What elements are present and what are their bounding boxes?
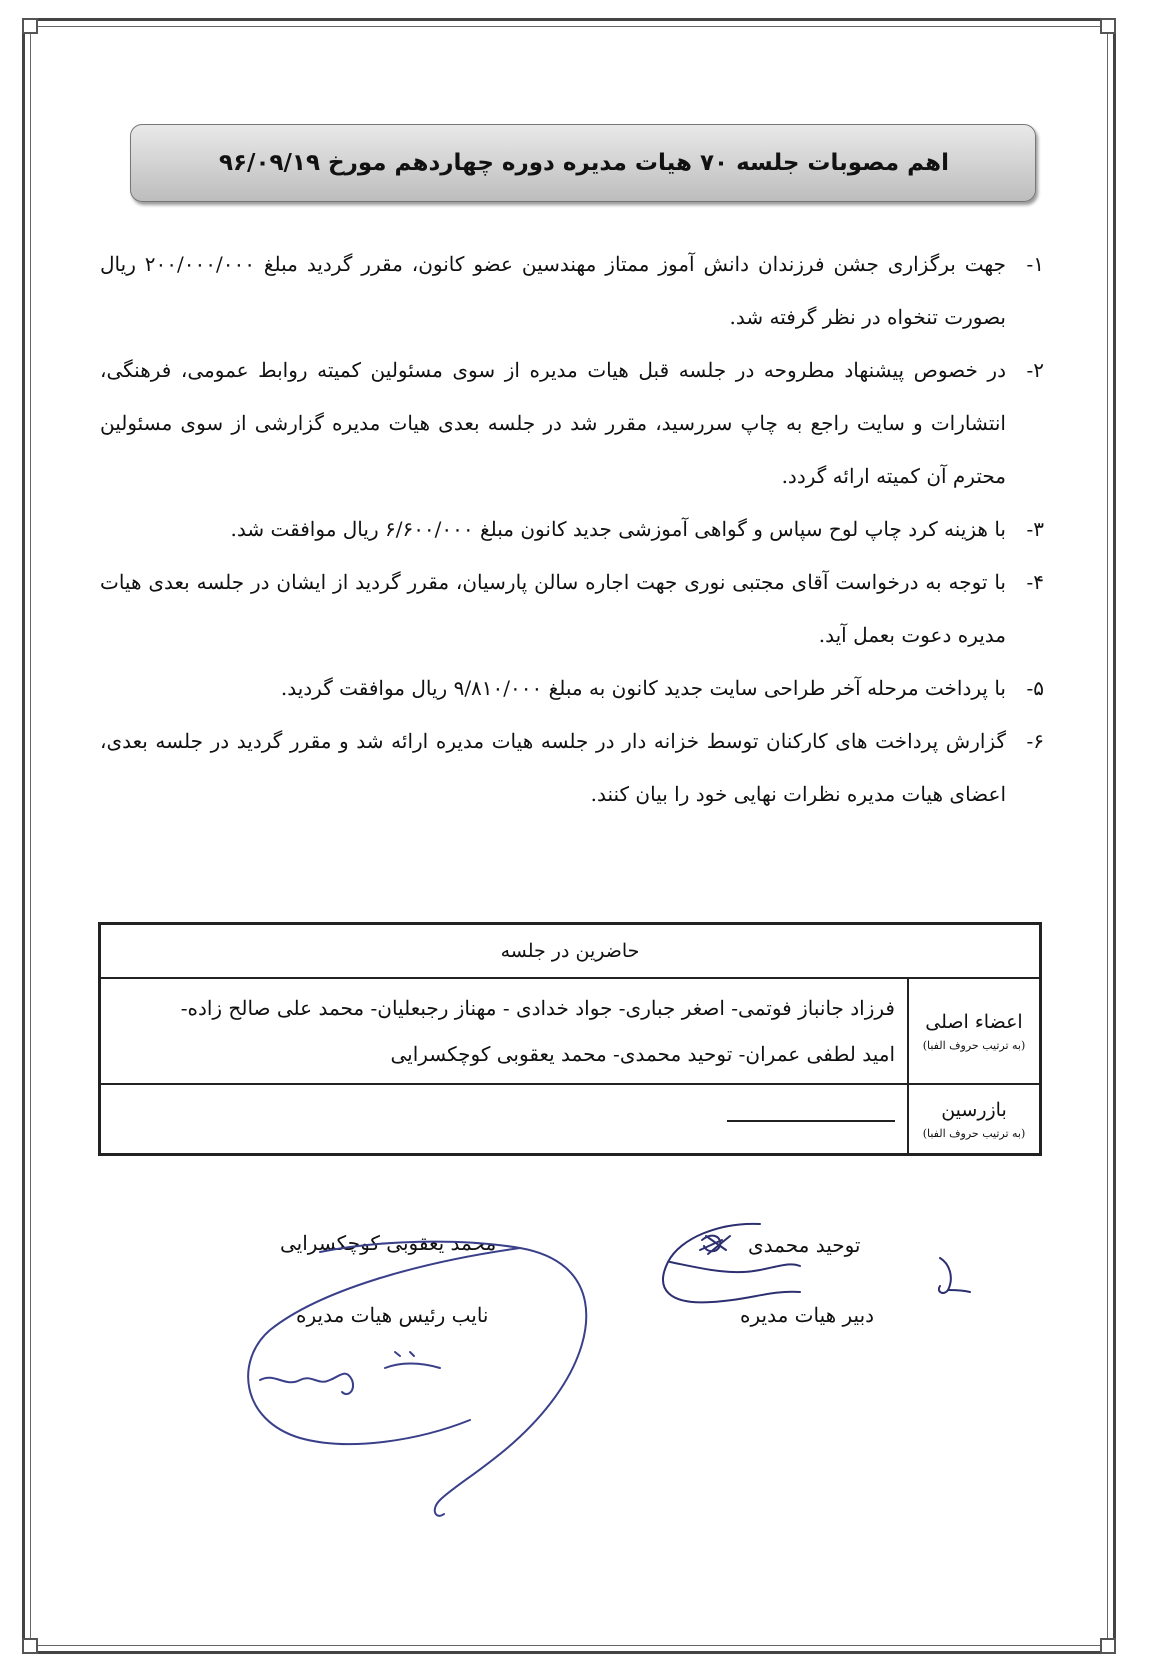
corner-ornament xyxy=(1100,18,1116,34)
item-number: ۵- xyxy=(1026,676,1044,700)
inspectors-sublabel: (به ترتیب حروف الفبا) xyxy=(922,1126,1026,1140)
item-text: با هزینه کرد چاپ لوح سپاس و گواهی آموزشی جدید کانون مبلغ ۶/۶۰۰/۰۰۰ ریال موافقت شد. xyxy=(230,517,1006,541)
attendance-table xyxy=(98,922,1042,1156)
members-label-cell xyxy=(908,978,1041,1084)
item-text: با توجه به درخواست آقای مجتبی نوری جهت اجاره سالن پارسیان، مقرر گردید از ایشان در جلسه بعدی هیات مدیره دعوت بعمل آید. xyxy=(100,570,1006,647)
members-label: اعضاء اصلی xyxy=(925,1010,1023,1033)
title-banner xyxy=(130,124,1036,202)
item-text: گزارش پرداخت های کارکنان توسط خزانه دار در جلسه هیات مدیره ارائه شد و مقرر گردید در جلسه بعدی، اعضای هیات مدیره نظرات نهایی خود را بیان کنند. xyxy=(100,729,1006,806)
members-sublabel: (به ترتیب حروف الفبا) xyxy=(922,1038,1026,1052)
inspectors-label: بازرسین xyxy=(941,1098,1007,1121)
members-line: فرزاد جانباز فوتمی- اصغر جباری- جواد خدادی - مهناز رجبعلیان- محمد علی صالح زاده- xyxy=(180,996,895,1020)
item-text: در خصوص پیشنهاد مطروحه در جلسه قبل هیات مدیره از سوی مسئولین کمیته روابط عمومی، فرهنگی، انتشارات و سایت راجع به چاپ سررسید، مقرر شد در جلسه بعدی هیات مدیره گزارشی از سوی مسئولین محترم آن کمیته ارائه گردد. xyxy=(100,358,1006,488)
attendance-header: حاضرین در جلسه xyxy=(100,924,1041,979)
list-item xyxy=(100,344,1044,503)
document-title: اهم مصوبات جلسه ۷۰ هیات مدیره دوره چهاردهم مورخ ۹۶/۰۹/۱۹ xyxy=(218,150,949,176)
inspectors-blank-line xyxy=(727,1120,895,1122)
item-number: ۶- xyxy=(1026,729,1044,753)
list-item xyxy=(100,238,1044,344)
list-item xyxy=(100,715,1044,821)
corner-ornament xyxy=(22,1638,38,1654)
list-item xyxy=(100,556,1044,662)
inspectors-cell xyxy=(100,1084,909,1155)
left-signatory-name: محمد یعقوبی کوچکسرایی xyxy=(280,1231,497,1255)
resolutions-list xyxy=(100,238,1044,821)
item-text: با پرداخت مرحله آخر طراحی سایت جدید کانون به مبلغ ۹/۸۱۰/۰۰۰ ریال موافقت گردید. xyxy=(280,676,1006,700)
item-number: ۳- xyxy=(1026,517,1044,541)
members-cell xyxy=(100,978,909,1084)
item-number: ۴- xyxy=(1026,570,1044,594)
item-number: ۱- xyxy=(1026,252,1044,276)
members-line: امید لطفی عمران- توحید محمدی- محمد یعقوبی کوچکسرایی xyxy=(390,1042,895,1066)
item-text: جهت برگزاری جشن فرزندان دانش آموز ممتاز مهندسین عضو کانون، مقرر گردید مبلغ ۲۰۰/۰۰۰/۰۰۰ ریال بصورت تنخواه در نظر گرفته شد. xyxy=(100,252,1006,329)
right-signatory-name: توحید محمدی xyxy=(748,1233,861,1257)
corner-ornament xyxy=(22,18,38,34)
corner-ornament xyxy=(1100,1638,1116,1654)
right-signatory-role: دبیر هیات مدیره xyxy=(740,1303,875,1327)
inspectors-label-cell xyxy=(908,1084,1041,1155)
list-item xyxy=(100,662,1044,715)
left-signatory-role: نایب رئیس هیات مدیره xyxy=(296,1303,489,1327)
item-number: ۲- xyxy=(1026,358,1044,382)
list-item xyxy=(100,503,1044,556)
